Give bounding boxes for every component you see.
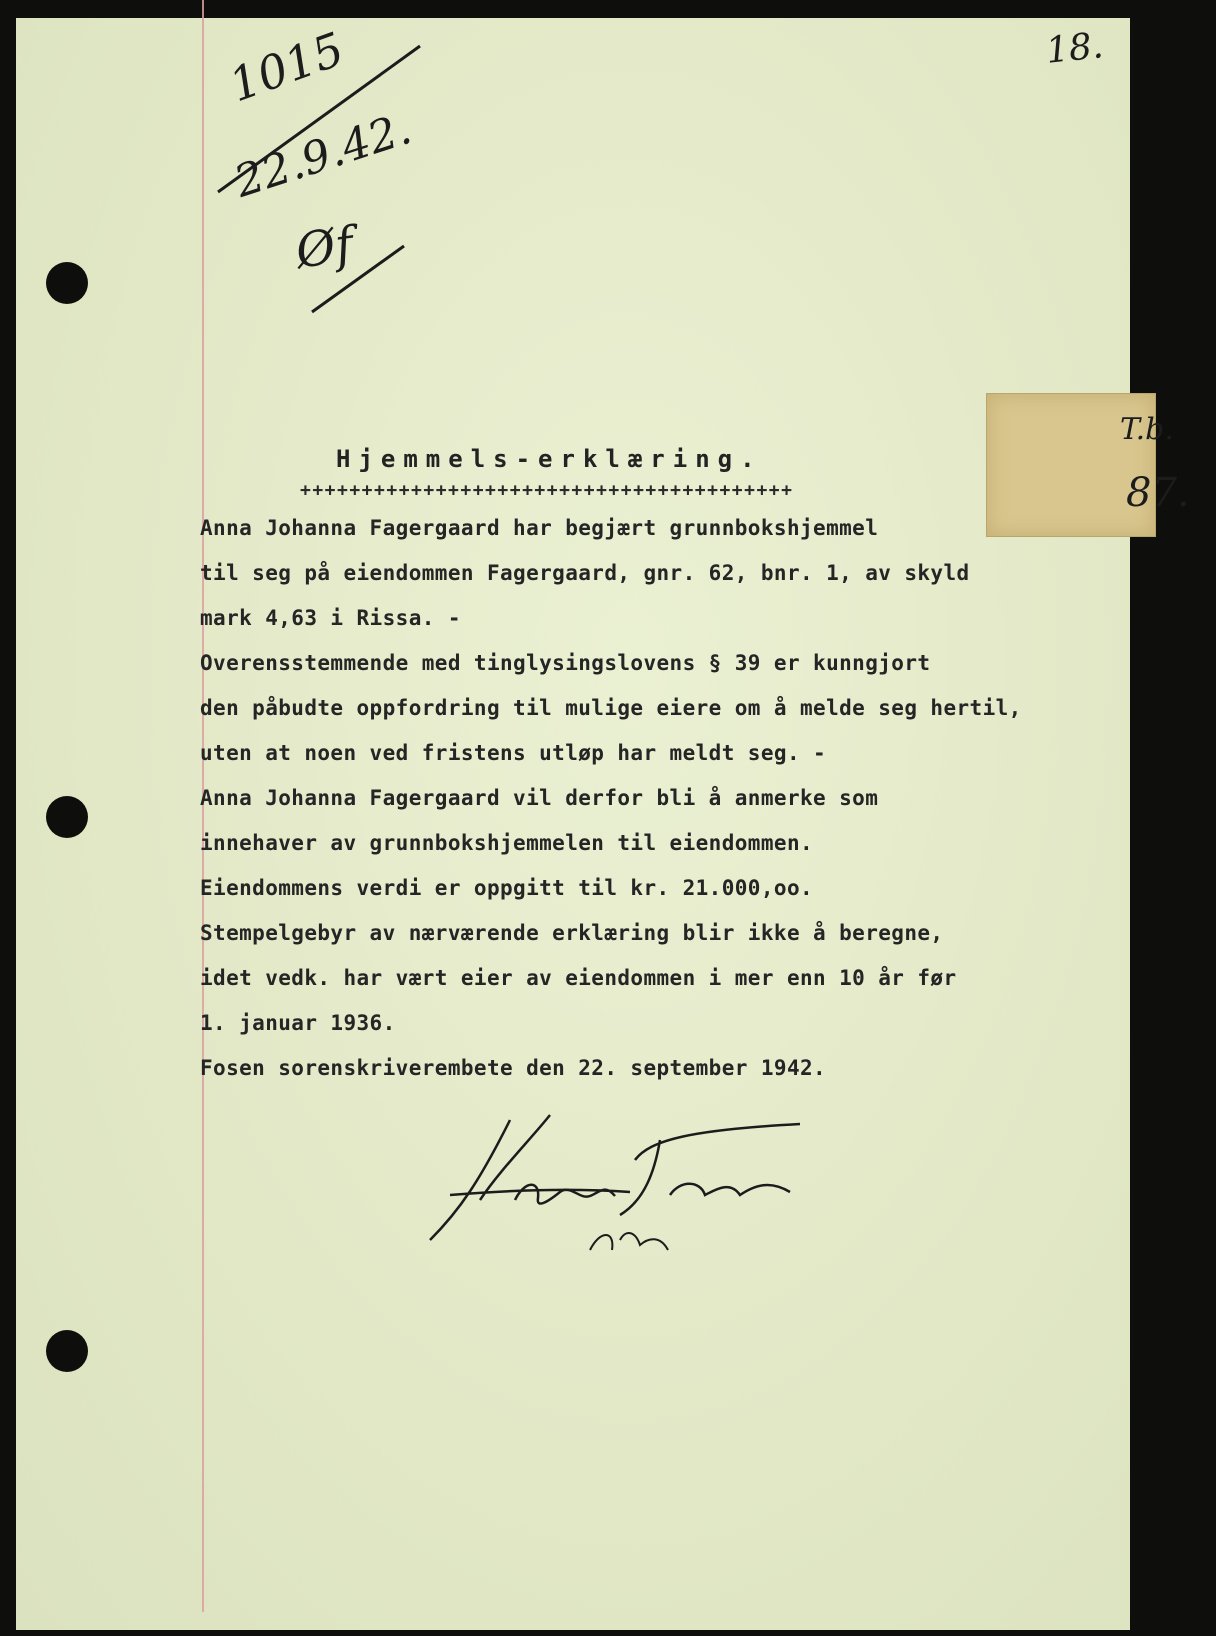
body-line-8: innehaver av grunnbokshjemmelen til eiendommen.: [200, 831, 814, 855]
tab-label: T.b.: [1120, 412, 1174, 447]
body-line-10: Stempelgebyr av nærværende erklæring blir ikke å beregne,: [200, 921, 944, 945]
place-date-line: Fosen sorenskriverembete den 22. september 1942.: [200, 1056, 827, 1080]
body-line-9: Eiendommens verdi er oppgitt til kr. 21.000,oo.: [200, 876, 814, 900]
page-number: 18.: [1044, 25, 1106, 72]
body-line-1: Anna Johanna Fagergaard har begjært grunnbokshjemmel: [200, 516, 879, 540]
body-line-3: mark 4,63 i Rissa. -: [200, 606, 461, 630]
body-line-12: 1. januar 1936.: [200, 1011, 396, 1035]
body-line-5: den påbudte oppfordring til mulige eiere om å melde seg hertil,: [200, 696, 1022, 720]
heading-underline: ++++++++++++++++++++++++++++++++++++++++: [300, 480, 794, 501]
handwritten-signature: [420, 1100, 840, 1270]
tab-number: 87.: [1126, 470, 1190, 516]
body-line-11: idet vedk. har vært eier av eiendommen i mer enn 10 år før: [200, 966, 957, 990]
body-line-2: til seg på eiendommen Fagergaard, gnr. 62, bnr. 1, av skyld: [200, 561, 970, 585]
body-line-6: uten at noen ved fristens utløp har meldt seg. -: [200, 741, 827, 765]
body-line-4: Overensstemmende med tinglysingslovens § 39 er kunngjort: [200, 651, 931, 675]
body-line-7: Anna Johanna Fagergaard vil derfor bli å anmerke som: [200, 786, 879, 810]
handwritten-initial: Øf: [292, 216, 357, 280]
reference-number: 1015: [222, 21, 351, 113]
handwritten-date: 22.9.42.: [228, 103, 418, 208]
document-heading: Hjemmels-erklæring.: [336, 445, 763, 473]
